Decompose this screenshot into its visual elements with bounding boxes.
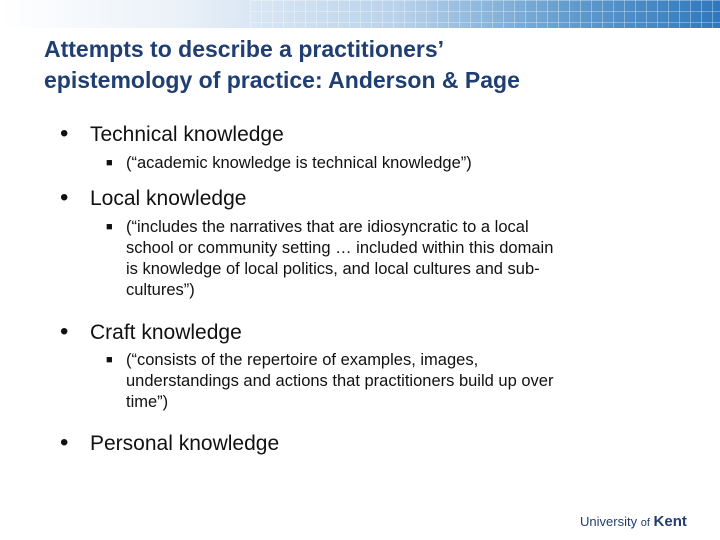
logo-word-university: University	[580, 514, 638, 529]
sub-line: (“includes the narratives that are idiosyncratic to a local	[126, 218, 529, 236]
bullet-dot-icon: •	[60, 120, 69, 147]
bullet-dot-icon: •	[60, 429, 69, 456]
logo-word-kent: Kent	[653, 513, 687, 530]
sub-line: understandings and actions that practitioners build up over	[126, 372, 554, 390]
sub-line: cultures”)	[126, 281, 195, 299]
title-line-2: epistemology of practice: Anderson & Page	[44, 67, 520, 93]
sub-line: (“academic knowledge is technical knowledge”)	[126, 154, 472, 172]
sub-line: (“consists of the repertoire of examples, images,	[126, 351, 479, 369]
title-line-1: Attempts to describe a practitioners’	[44, 36, 445, 62]
bullet-dot-icon: •	[60, 184, 69, 211]
bullet-craft-knowledge: Craft knowledge	[90, 321, 242, 344]
logo-word-of: of	[640, 517, 650, 529]
bullet-technical-knowledge: Technical knowledge	[90, 123, 284, 146]
bullet-dot-icon: •	[60, 318, 69, 345]
square-bullet-icon: ■	[106, 157, 113, 169]
bullet-local-knowledge: Local knowledge	[90, 187, 247, 210]
square-bullet-icon: ■	[106, 221, 113, 233]
sub-bullet-local	[126, 217, 666, 301]
sub-line: school or community setting … included within this domain	[126, 239, 554, 257]
sub-bullet-technical	[126, 153, 666, 174]
university-of-kent-logo	[580, 514, 687, 531]
square-bullet-icon: ■	[106, 354, 113, 366]
sub-line: is knowledge of local politics, and local cultures and sub-	[126, 260, 540, 278]
sub-line: time”)	[126, 393, 169, 411]
sub-bullet-craft	[126, 350, 666, 413]
bullet-personal-knowledge: Personal knowledge	[90, 432, 280, 455]
